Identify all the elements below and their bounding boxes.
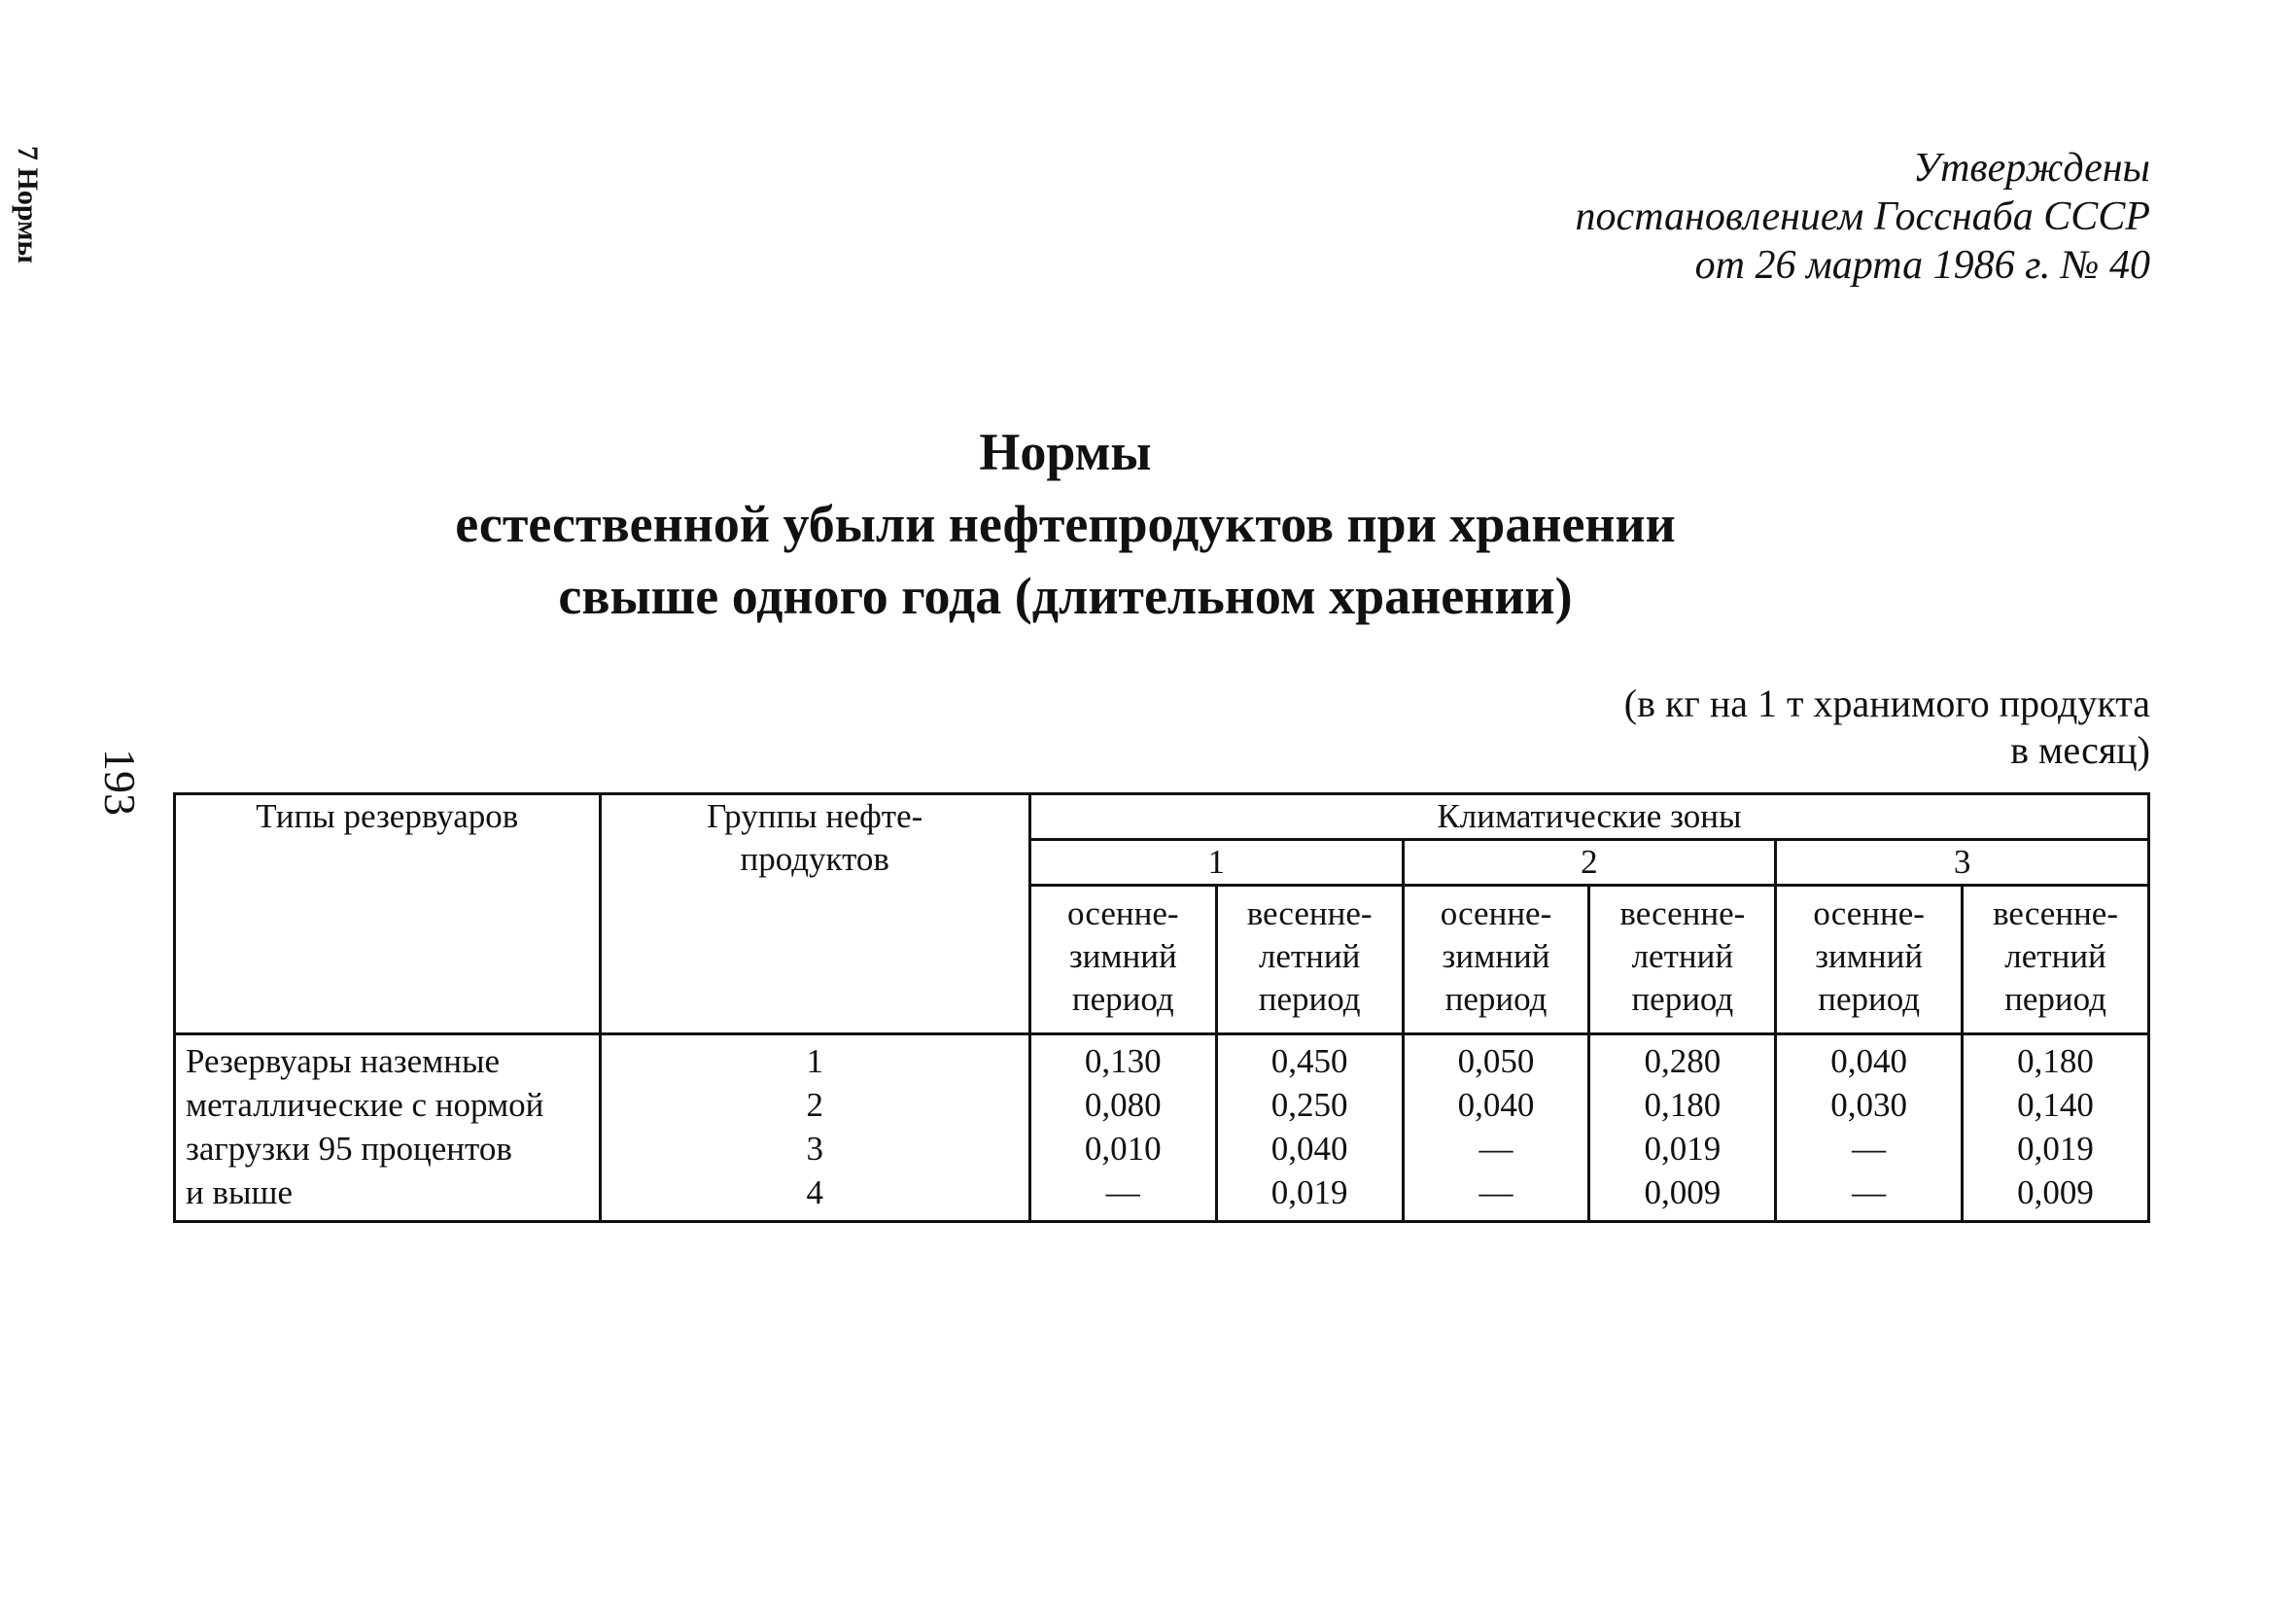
cell-value: 0,019 — [2017, 1130, 2094, 1168]
page-number: 193 — [95, 749, 145, 816]
cell-value: 0,140 — [2017, 1086, 2094, 1124]
cell-value: 0,180 — [1644, 1086, 1722, 1124]
cell-value: 0,080 — [1084, 1086, 1162, 1124]
cell-value: 0,040 — [1270, 1130, 1348, 1168]
header-text: период — [1258, 980, 1361, 1018]
header-reservoir-types: Типы резервуаров — [175, 794, 601, 1034]
document-title — [0, 416, 2296, 632]
header-zone-2: 2 — [1403, 840, 1776, 886]
cell-value: 0,040 — [1830, 1042, 1908, 1080]
header-text: осенне- — [1440, 894, 1552, 932]
groups-cell — [600, 1034, 1029, 1222]
header-text: летний — [1258, 937, 1361, 975]
header-period — [1963, 886, 2149, 1034]
value-cell — [1589, 1034, 1776, 1222]
header-period — [1029, 886, 1216, 1034]
cell-value: 0,280 — [1644, 1042, 1722, 1080]
cell-text: 3 — [806, 1130, 823, 1168]
cell-text: загрузки 95 процентов — [186, 1130, 512, 1168]
title-subtitle: естественной убыли нефтепродуктов при хранении — [455, 495, 1676, 553]
header-product-groups — [600, 794, 1029, 1034]
header-text: зимний — [1815, 937, 1924, 975]
header-zone-1: 1 — [1029, 840, 1403, 886]
approval-line: от 26 марта 1986 г. № 40 — [1694, 243, 2150, 288]
cell-text: 1 — [806, 1042, 823, 1080]
header-text: летний — [1631, 937, 1734, 975]
table-row — [175, 1034, 2149, 1222]
header-period — [1403, 886, 1589, 1034]
header-period — [1776, 886, 1963, 1034]
header-text: зимний — [1068, 937, 1177, 975]
title-main: Нормы — [979, 423, 1152, 481]
cell-value: — — [1852, 1130, 1887, 1168]
cell-value: 0,010 — [1084, 1130, 1162, 1168]
cell-text: и выше — [186, 1173, 294, 1211]
header-text: осенне- — [1813, 894, 1925, 932]
header-climate-zones: Климатические зоны — [1029, 794, 2148, 840]
cell-value: 0,009 — [1644, 1173, 1722, 1211]
cell-value: — — [1105, 1173, 1140, 1211]
units-line: (в кг на 1 т хранимого продукта — [1623, 682, 2150, 725]
value-cell — [1216, 1034, 1403, 1222]
header-text: Группы нефте- — [707, 797, 923, 835]
cell-value: 0,040 — [1457, 1086, 1535, 1124]
reservoir-type-cell — [175, 1034, 601, 1222]
header-text: период — [1444, 980, 1548, 1018]
value-cell — [1029, 1034, 1216, 1222]
header-text: весенне- — [1993, 894, 2118, 932]
header-period — [1216, 886, 1403, 1034]
units-line: в месяц) — [2010, 728, 2150, 772]
header-text: период — [2004, 980, 2106, 1018]
cell-value: 0,130 — [1084, 1042, 1162, 1080]
cell-text: 2 — [806, 1086, 823, 1124]
cell-value: 0,009 — [2017, 1173, 2094, 1211]
units-note — [1624, 681, 2150, 774]
cell-value: — — [1852, 1173, 1887, 1211]
header-zone-3: 3 — [1776, 840, 2149, 886]
cell-value: — — [1478, 1173, 1513, 1211]
cell-value: 0,250 — [1270, 1086, 1348, 1124]
header-text: период — [1631, 980, 1734, 1018]
header-text: весенне- — [1619, 894, 1746, 932]
value-cell — [1963, 1034, 2149, 1222]
cell-value: 0,450 — [1270, 1042, 1348, 1080]
cell-value: — — [1478, 1130, 1513, 1168]
cell-value: 0,019 — [1644, 1130, 1722, 1168]
cell-value: 0,019 — [1270, 1173, 1348, 1211]
header-text: летний — [2004, 937, 2106, 975]
value-cell — [1403, 1034, 1589, 1222]
header-text: период — [1818, 980, 1921, 1018]
header-text: осенне- — [1067, 894, 1179, 932]
header-period — [1589, 886, 1776, 1034]
cell-text: металлические с нормой — [186, 1086, 544, 1124]
approval-line: Утверждены — [1912, 146, 2150, 191]
approval-line: постановлением Госснаба СССР — [1575, 194, 2150, 239]
norms-table — [173, 792, 2150, 1223]
header-text: период — [1071, 980, 1174, 1018]
cell-text: 4 — [806, 1173, 823, 1211]
header-text: зимний — [1442, 937, 1550, 975]
cell-value: 0,180 — [2017, 1042, 2094, 1080]
cell-value: 0,050 — [1457, 1042, 1535, 1080]
header-text: весенне- — [1246, 894, 1373, 932]
cell-value: 0,030 — [1830, 1086, 1908, 1124]
side-running-header: 7 Нормы — [12, 146, 44, 263]
approval-note — [1576, 144, 2150, 290]
value-cell — [1776, 1034, 1963, 1222]
cell-text: Резервуары наземные — [186, 1042, 501, 1080]
header-text: продуктов — [740, 840, 889, 878]
title-subtitle: свыше одного года (длительном хранении) — [558, 567, 1573, 625]
